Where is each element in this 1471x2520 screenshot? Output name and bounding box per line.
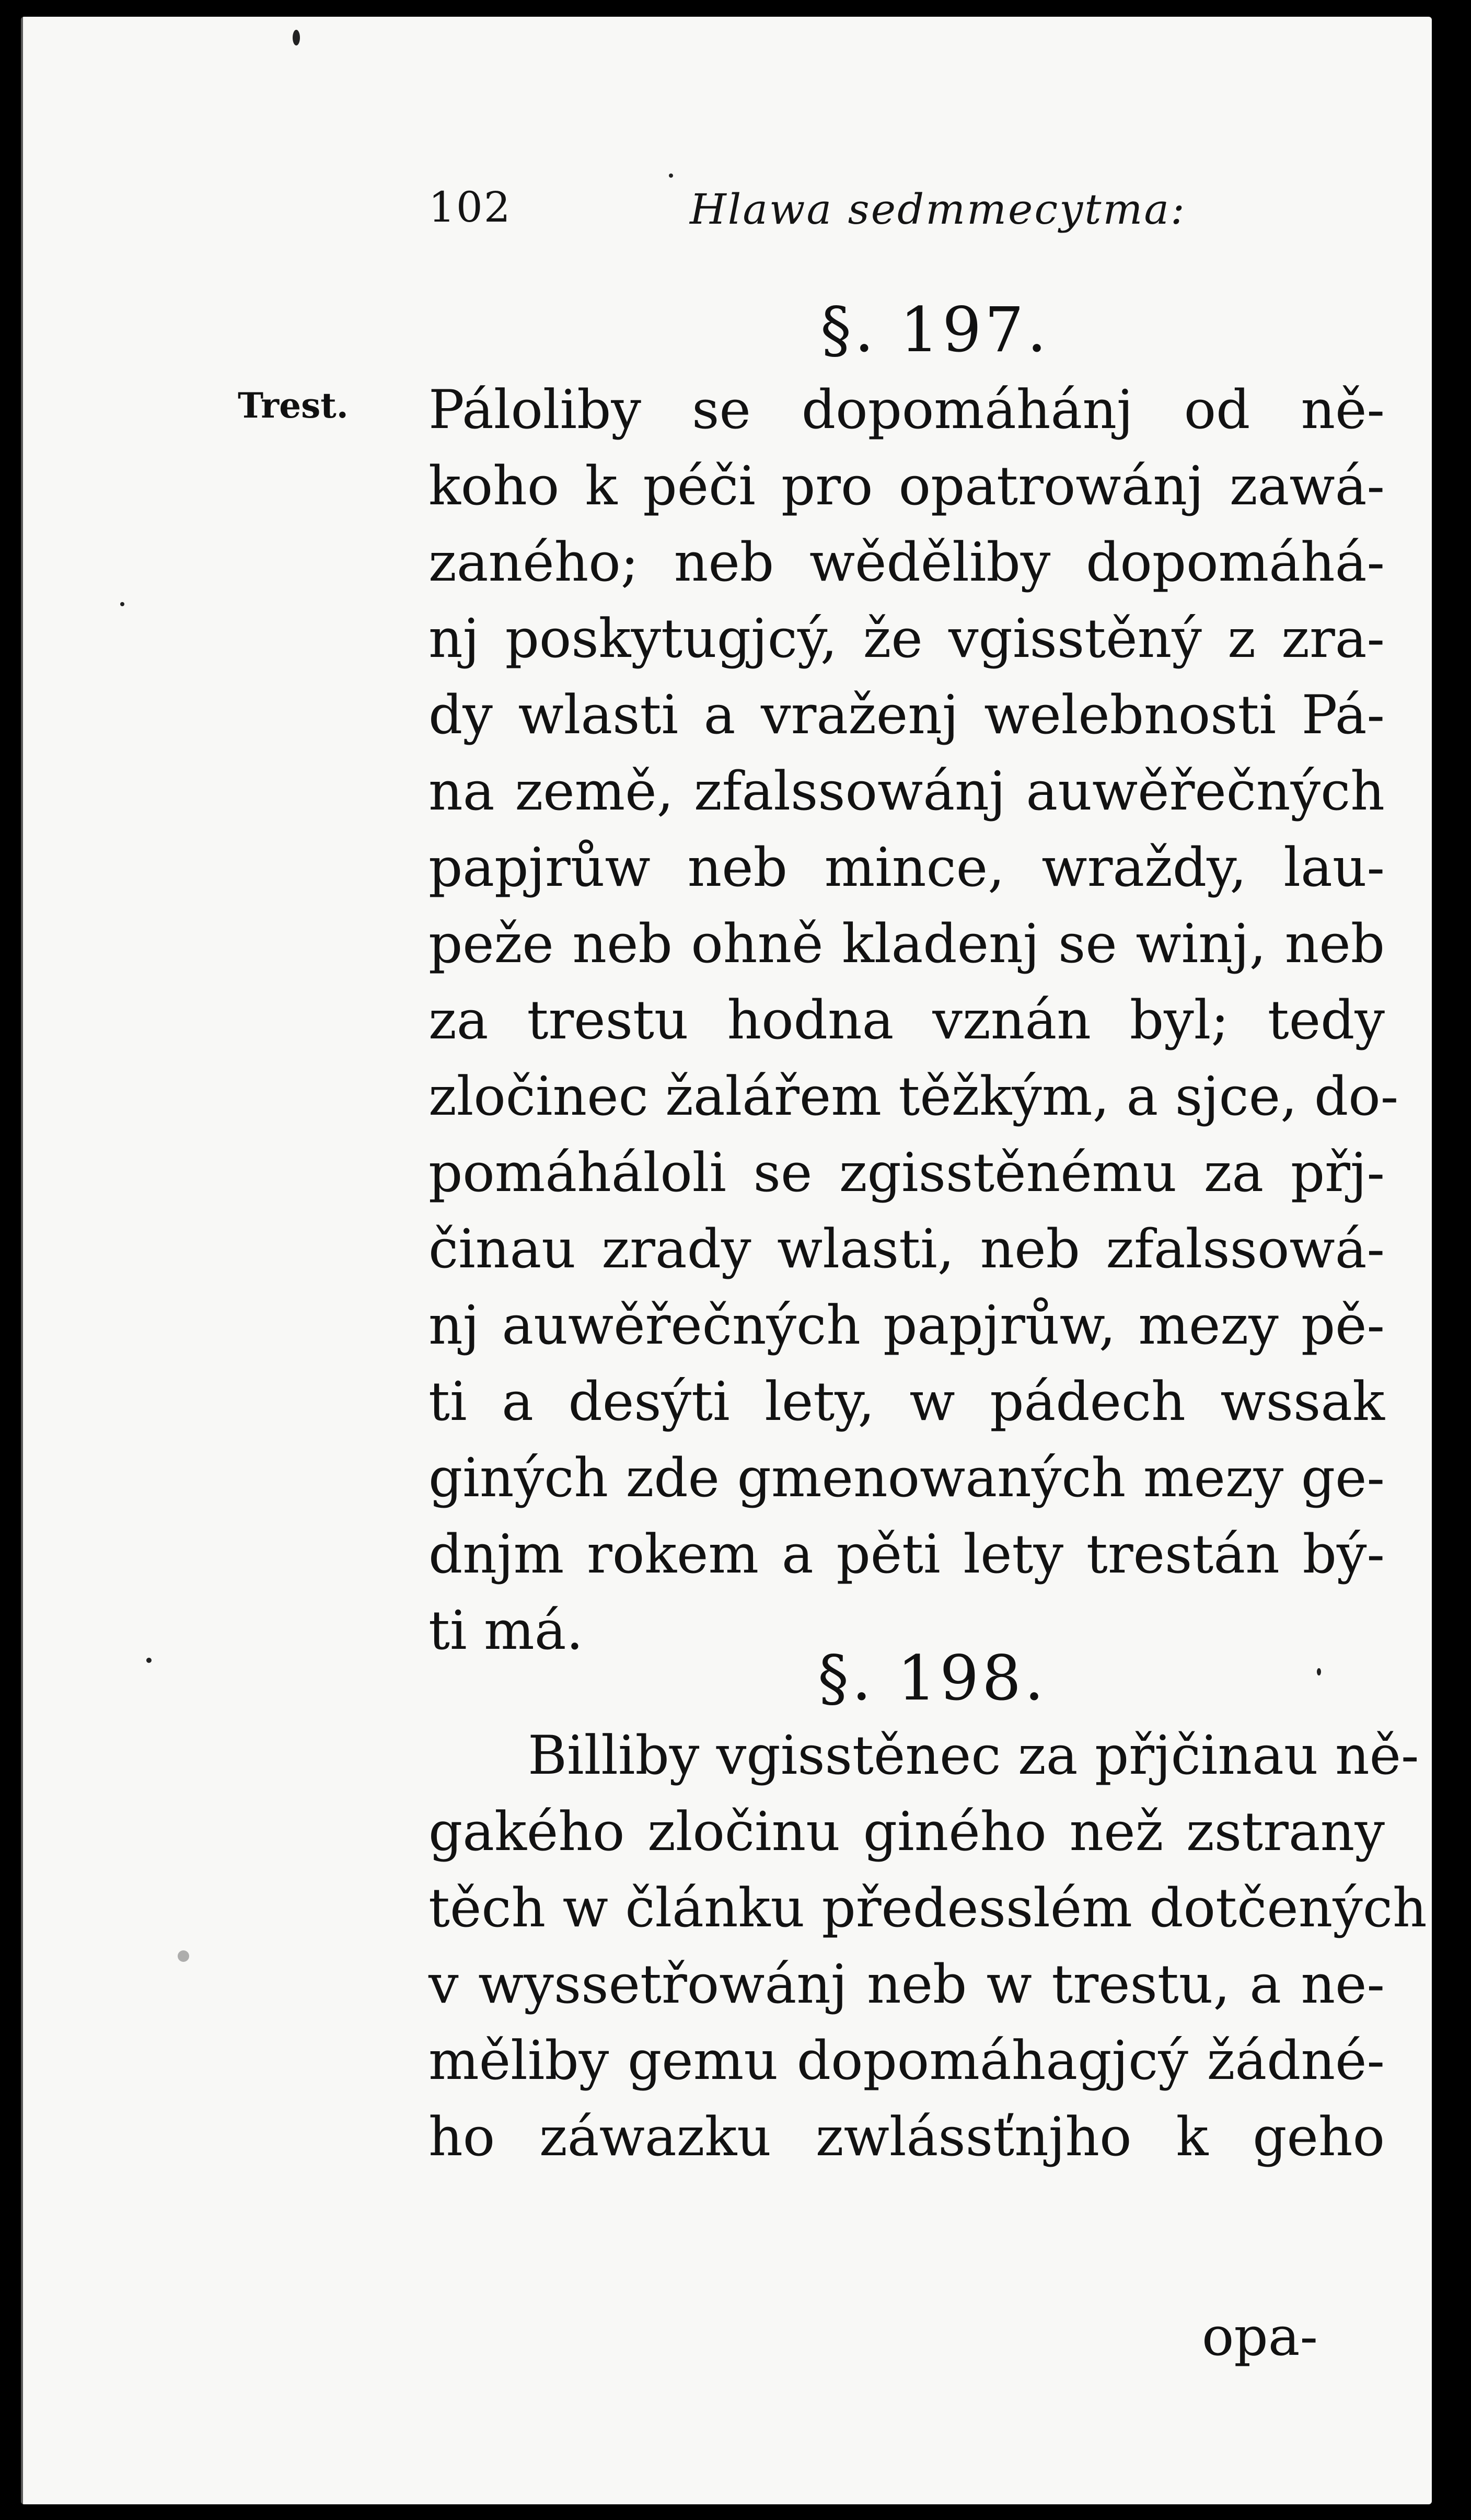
margin-note: Trest.: [238, 385, 349, 426]
text-line: koho k péči pro opatrowánj zawá-: [428, 455, 1385, 517]
text-line: ho záwazku zwlássťnjho k geho: [428, 2106, 1385, 2168]
text-line: peže neb ohně kladenj se winj, neb: [428, 913, 1385, 975]
text-line: dnjm rokem a pěti lety trestán bý-: [428, 1523, 1385, 1586]
text-line: zaného; neb wěděliby dopomáhá-: [428, 531, 1385, 594]
section-heading-197: §. 197.: [820, 294, 1050, 366]
ink-speck: [146, 1658, 152, 1663]
text-line: nj poskytugjcý, že vgisstěný z zra-: [428, 608, 1385, 670]
text-line: papjrůw neb mince, wraždy, lau-: [428, 837, 1385, 899]
text-line: na země, zfalssowánj auwěřečných: [428, 760, 1385, 823]
section-197-text: [428, 372, 1399, 1669]
text-line: v wyssetřowánj neb w trestu, a ne-: [428, 1953, 1385, 2016]
text-line: dy wlasti a vraženj welebnosti Pá-: [428, 684, 1385, 746]
page-left-edge: [21, 17, 23, 2504]
running-title: Hlawa sedmmecytma:: [690, 185, 1186, 234]
catchword: opa-: [1202, 2306, 1318, 2368]
text-line: Páloliby se dopomáhánj od ně-: [428, 379, 1385, 441]
running-head: [21, 183, 1432, 234]
text-line: giných zde gmenowaných mezy ge-: [428, 1447, 1385, 1509]
ink-speck: [1317, 1668, 1321, 1675]
text-line: za trestu hodna vznán byl; tedy: [428, 989, 1385, 1051]
ink-speck: [120, 602, 124, 606]
text-line: gakého zločinu giného než zstrany: [428, 1801, 1385, 1863]
text-line: pomáháloli se zgisstěnému za přj-: [428, 1142, 1385, 1204]
ink-speck: [293, 30, 300, 45]
section-heading-198: §. 198.: [818, 1642, 1047, 1714]
text-line: nj auwěřečných papjrůw, mezy pě-: [428, 1294, 1385, 1357]
text-line: těch w článku předesslém dotčených: [428, 1877, 1427, 1939]
text-line: zločinec žalářem těžkým, a sjce, do-: [428, 1066, 1399, 1128]
text-line: ti a desýti lety, w pádech wssak: [428, 1371, 1385, 1433]
book-page: [21, 17, 1432, 2504]
ink-speck: [178, 1950, 189, 1962]
ink-speck: [669, 174, 673, 178]
text-line: činau zrady wlasti, neb zfalssowá-: [428, 1218, 1385, 1280]
text-line: měliby gemu dopomáhagjcý žádné-: [428, 2030, 1385, 2092]
section-198-text: [428, 1718, 1427, 2176]
text-line: Billiby vgisstěnec za přjčinau ně-: [528, 1725, 1419, 1787]
page-number: 102: [428, 183, 512, 232]
text-line: ti má.: [428, 1600, 583, 1662]
